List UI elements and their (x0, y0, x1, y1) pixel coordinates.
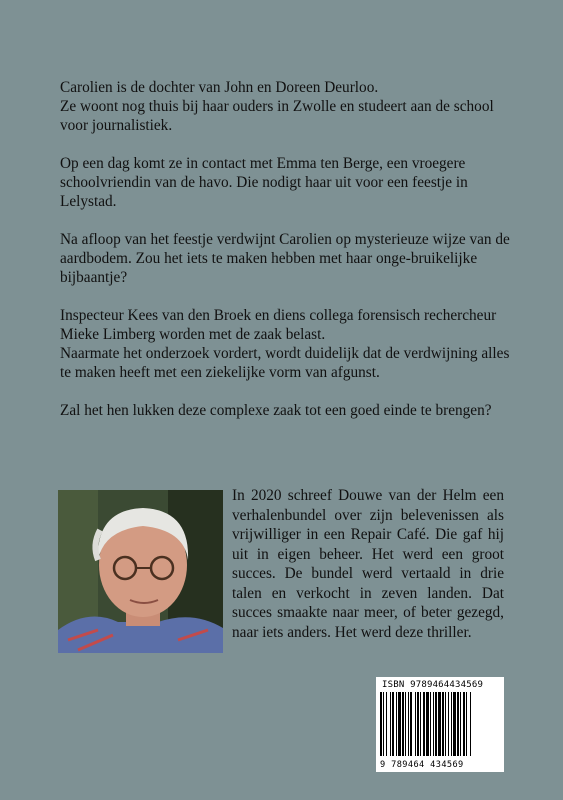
barcode-digits: 9 789464 434569 (380, 760, 464, 770)
blurb-paragraph: Ze woont nog thuis bij haar ouders in Zwolle en studeert aan de school voor journalistiek. (60, 98, 494, 134)
blurb-paragraph: Inspecteur Kees van den Broek en diens collega forensisch rechercheur Mieke Limberg worden met de zaak belast. (60, 307, 497, 343)
author-portrait-illustration (58, 490, 223, 653)
author-bio: In 2020 schreef Douwe van der Helm een verhalenbundel over zijn belevenissen als vrijwilliger in een Repair Café. Die gaf hij uit in eigen beheer. Het werd een groot succes. De bundel werd vertaald in drie talen en verkocht in zeven landen. Dat succes smaakte naar meer, of beter gezegd, naar iets anders. Het werd deze thriller. (232, 487, 504, 641)
isbn-barcode (376, 677, 504, 772)
blurb-paragraph: Op een dag komt ze in contact met Emma ten Berge, een vroegere schoolvriendin van de havo. Die nodigt haar uit voor een feestje in Lelystad. (60, 155, 468, 210)
blurb-paragraph: Naarmate het onderzoek vordert, wordt duidelijk dat de verdwijning alles te maken heeft met een ziekelijke vorm van afgunst. (60, 345, 510, 381)
barcode-bars-icon (380, 692, 500, 756)
blurb-paragraph: Zal het hen lukken deze complexe zaak tot een goed einde te brengen? (60, 402, 492, 419)
blurb-paragraph: Na afloop van het feestje verdwijnt Carolien op mysterieuze wijze van de aardbodem. Zou het iets te maken hebben met haar onge-bruikelijke bijbaantje? (60, 231, 510, 286)
blurb-paragraph: Carolien is de dochter van John en Doreen Deurloo. (60, 79, 379, 96)
back-cover-blurb (60, 78, 510, 439)
author-photo (58, 490, 223, 653)
isbn-label: ISBN 9789464434569 (382, 680, 484, 690)
